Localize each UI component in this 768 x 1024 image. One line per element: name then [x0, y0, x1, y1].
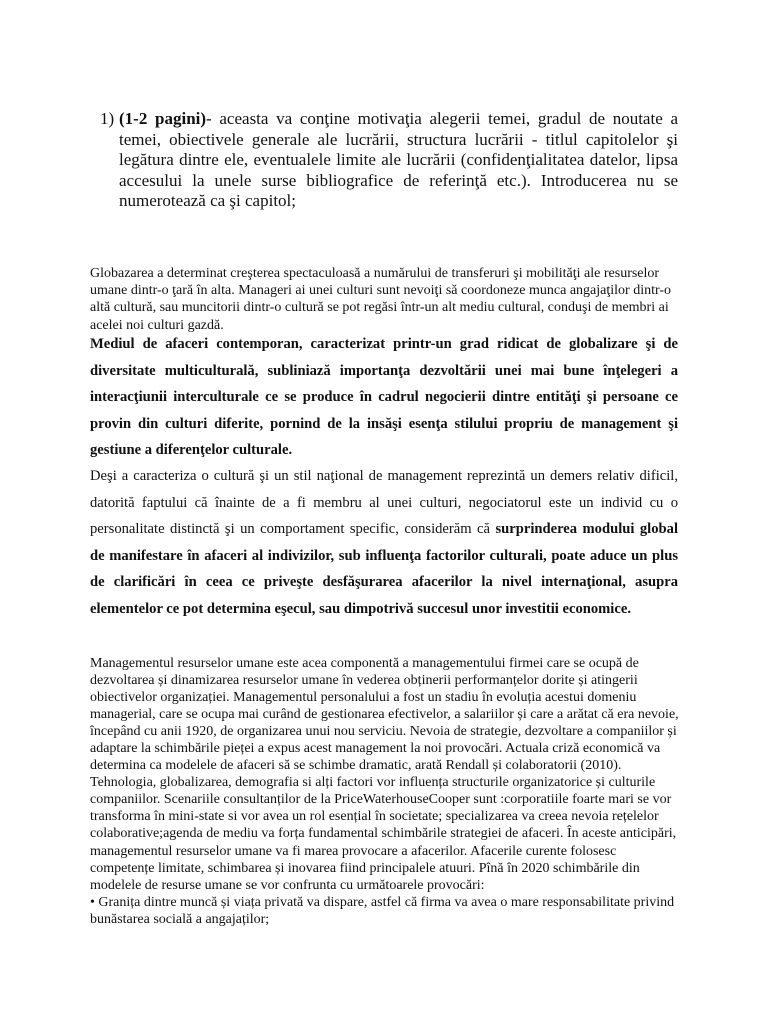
- paragraph-hr-management: Managementul resurselor umane este acea componentă a managementului firmei care se ocupă de dezvoltarea și dinamizarea resurselor umane în vederea obținerii performanțelor dorite și atingerii obiectivelor organizației. Managementul personalului a fost un stadiu în evoluția acestui domeniu managerial, care se ocupa mai curând de gestionarea efectivelor, a salariilor și care a arătat că era nevoie, începând cu anii 1920, de organizarea unui nou serviciu. Nevoia de strategie, dezvoltare a companiilor și adaptare la schimbările pieței a expus acest management la noi provocări. Actuala criză economică va determina ca modelele de afaceri să se schimbe dramatic, arată Rendall și colaboratorii (2010). Tehnologia, globalizarea, demografia si alți factori vor influența structurile organizatorice și culturile companiilor. Scenariile consultanților de la PriceWaterhouseCooper sunt :corporatiile foarte mari se vor transforma în mini-state si vor avea un rol esențial în societate; specializarea va creea nevoia rețelelor colaborative;agenda de mediu va forța fundamental schimbările strategiei de afaceri. În aceste anticipări, managementul resurselor umane va fi marea provocare a afacerilor. Afacerile curente folosesc competențe limitate, schimbarea și inovarea fiind principalele atuuri. Pînă în 2020 schimbările din modelele de resurse umane se vor confrunta cu următoarele provocări:: [90, 656, 679, 893]
- bullet-item-work-life-border: • Granița dintre muncă și viața privată va dispare, astfel că firma va avea o mare responsabilitate privind bunăstarea socială a angajaților;: [90, 894, 675, 927]
- paragraph-bold-text: surprinderea modului global de manifestare în afaceri al indivizilor, sub influenţa factorilor culturali, poate aduce un plus de clarificări în ceea ce priveşte desfăşurarea afacerilor la nivel internaţional, asupra elementelor ce pot determina eşecul, sau dimpotrivă succesul unor investitii economice.: [90, 521, 678, 617]
- paragraph-business-environment: Mediul de afaceri contemporan, caracterizat printr-un grad ridicat de globalizare şi de diversitate multiculturală, subliniază importanţa dezvoltării unei mai bune înţelegeri a interacţiunii interculturale ce se produce în cadrul negocierii dintre entităţi şi persoane ce provin din culturi diferite, pornind de la insăşi esenţa stilului propriu de management şi gestiune a diferenţelor culturale.: [90, 336, 678, 458]
- paragraph-globalization: Globazarea a determinat creşterea spectaculoasă a numărului de transferuri şi mobilităţi ale resurselor umane dintr-o ţară în alta. Manageri ai unei culturi sunt nevoiţi să coordoneze munca angajaţilor dintr-o altă cultură, sau muncitorii dintr-o cultură se pot regăsi într-un alt mediu cultural, conduşi de membri ai acelei noi culturi gazdă.: [90, 266, 672, 333]
- list-item-text: - aceasta va conţine motivaţia alegerii temei, gradul de noutate a temei, obiectivele generale ale lucrării, structura lucrării - titlul capitolelor şi legătura dintre ele, eventualele limite ale lucrării (confidenţialitatea datelor, lipsa accesului la unele surse bibliografice de referinţă etc.). Introducerea nu se numerotează ca şi capitol;: [119, 109, 678, 210]
- list-item-bold-lead: (1-2 pagini): [119, 109, 207, 128]
- list-item-body: [119, 109, 678, 212]
- numbered-list-item-introduction: [100, 109, 678, 212]
- paragraph-normal-text: Deşi a caracteriza o cultură şi un stil naţional de management reprezintă un demers relativ dificil, datorită faptului că înainte de a fi membru al unei culturi, negociatorul este un individ cu o personalitate distinctă şi un comportament specific, considerăm că: [90, 468, 678, 537]
- hr-management-section: [90, 655, 680, 928]
- list-number: 1): [100, 109, 115, 128]
- paragraph-national-management-style: [90, 463, 678, 622]
